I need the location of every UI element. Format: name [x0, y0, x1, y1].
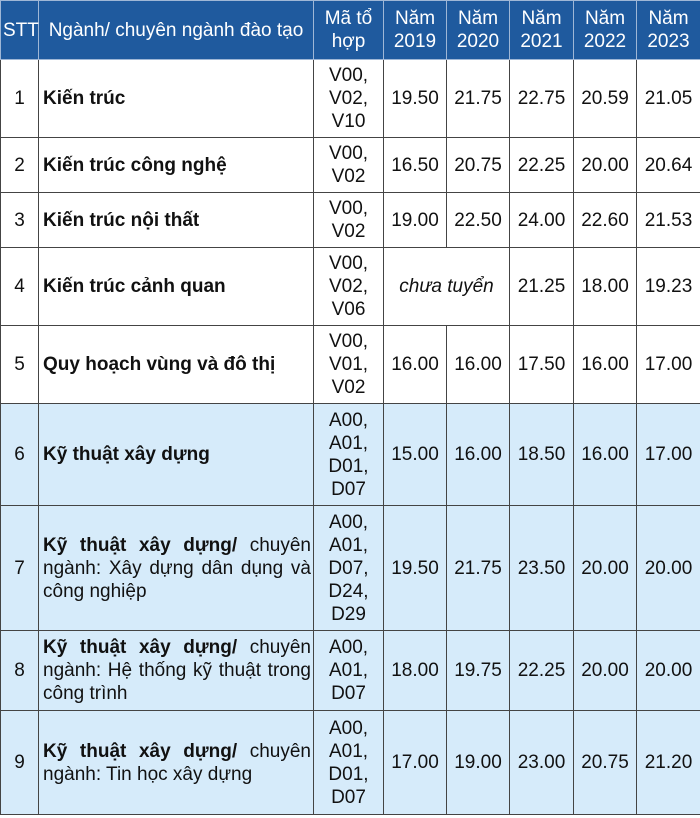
cell-codes: A00, A01, D01, D07 — [314, 711, 384, 815]
cell-2021: 17.50 — [510, 326, 574, 404]
cell-2021: 21.25 — [510, 248, 574, 326]
cell-2022: 22.60 — [574, 193, 637, 248]
cell-2020: 16.00 — [447, 404, 510, 506]
cell-2023: 19.23 — [637, 248, 700, 326]
cell-stt: 6 — [1, 404, 39, 506]
major-name-bold: Kỹ thuật xây dựng/ — [43, 637, 238, 658]
cell-2023: 20.00 — [637, 631, 700, 711]
cell-2019: 16.00 — [384, 326, 447, 404]
cell-stt: 2 — [1, 138, 39, 193]
cell-2022: 16.00 — [574, 326, 637, 404]
cell-2022: 16.00 — [574, 404, 637, 506]
major-name-bold: Kỹ thuật xây dựng/ — [43, 740, 238, 762]
table-row — [1, 138, 700, 193]
cell-major-name: Kỹ thuật xây dựng — [39, 404, 314, 506]
cell-2021: 24.00 — [510, 193, 574, 248]
cell-stt: 4 — [1, 248, 39, 326]
cell-stt: 7 — [1, 506, 39, 631]
table-row — [1, 326, 700, 404]
cell-major-name: Kiến trúc cảnh quan — [39, 248, 314, 326]
cell-codes: V00, V02 — [314, 138, 384, 193]
header-ma-to-hop: Mã tổ hợp — [314, 1, 384, 60]
cell-major-name — [39, 506, 314, 631]
cell-major-name: Quy hoạch vùng và đô thị — [39, 326, 314, 404]
cell-2023: 20.00 — [637, 506, 700, 631]
cell-2019: 19.50 — [384, 506, 447, 631]
cell-2020: 20.75 — [447, 138, 510, 193]
cell-2021: 18.50 — [510, 404, 574, 506]
cell-codes: A00, A01, D07 — [314, 631, 384, 711]
cell-2019: 19.00 — [384, 193, 447, 248]
header-2019: Năm 2019 — [384, 1, 447, 60]
cell-2022: 20.59 — [574, 60, 637, 138]
cell-major-name: Kiến trúc — [39, 60, 314, 138]
cell-2019: 16.50 — [384, 138, 447, 193]
cell-major-name: Kiến trúc công nghệ — [39, 138, 314, 193]
cell-major-name: Kiến trúc nội thất — [39, 193, 314, 248]
header-2023: Năm 2023 — [637, 1, 700, 60]
cell-codes: A00, A01, D01, D07 — [314, 404, 384, 506]
table-row — [1, 193, 700, 248]
cell-2019: 15.00 — [384, 404, 447, 506]
cell-2022: 20.00 — [574, 138, 637, 193]
cell-major-name — [39, 631, 314, 711]
cell-2020: 21.75 — [447, 60, 510, 138]
cell-2023: 21.05 — [637, 60, 700, 138]
cell-stt: 1 — [1, 60, 39, 138]
cell-2021: 22.25 — [510, 631, 574, 711]
cell-2021: 22.75 — [510, 60, 574, 138]
cell-codes: A00, A01, D07, D24, D29 — [314, 506, 384, 631]
header-row — [1, 1, 700, 60]
cell-codes: V00, V01, V02 — [314, 326, 384, 404]
major-name-bold: Kỹ thuật xây dựng/ — [43, 534, 238, 556]
table-row — [1, 60, 700, 138]
cell-stt: 8 — [1, 631, 39, 711]
header-stt: STT — [1, 1, 39, 60]
cell-2023: 17.00 — [637, 404, 700, 506]
cell-2019: 17.00 — [384, 711, 447, 815]
cell-2020: 21.75 — [447, 506, 510, 631]
cell-2020: 16.00 — [447, 326, 510, 404]
cell-2022: 20.75 — [574, 711, 637, 815]
cell-2019: 19.50 — [384, 60, 447, 138]
table-row — [1, 404, 700, 506]
major-name-specialization: chuyên ngành: Hệ thống kỹ thuật trong công trình — [43, 637, 311, 704]
major-name-specialization: chuyên ngành: Tin học xây dựng — [43, 740, 311, 785]
cell-stt: 3 — [1, 193, 39, 248]
cell-2022: 18.00 — [574, 248, 637, 326]
cell-2023: 21.53 — [637, 193, 700, 248]
cell-2023: 17.00 — [637, 326, 700, 404]
header-2021: Năm 2021 — [510, 1, 574, 60]
header-nganh: Ngành/ chuyên ngành đào tạo — [39, 1, 314, 60]
header-2022: Năm 2022 — [574, 1, 637, 60]
cell-codes: V00, V02, V06 — [314, 248, 384, 326]
cell-2020: 19.00 — [447, 711, 510, 815]
cell-2021: 23.50 — [510, 506, 574, 631]
cell-stt: 5 — [1, 326, 39, 404]
cell-2021: 22.25 — [510, 138, 574, 193]
table-row — [1, 506, 700, 631]
cell-codes: V00, V02, V10 — [314, 60, 384, 138]
cell-2023: 20.64 — [637, 138, 700, 193]
header-2020: Năm 2020 — [447, 1, 510, 60]
cell-2020: 22.50 — [447, 193, 510, 248]
table-row — [1, 711, 700, 815]
cell-2022: 20.00 — [574, 506, 637, 631]
cell-2021: 23.00 — [510, 711, 574, 815]
cell-2019: 18.00 — [384, 631, 447, 711]
cell-2022: 20.00 — [574, 631, 637, 711]
cell-2020: 19.75 — [447, 631, 510, 711]
table-row — [1, 248, 700, 326]
cell-2023: 21.20 — [637, 711, 700, 815]
cell-not-enrolled: chưa tuyển — [384, 248, 510, 326]
cell-major-name — [39, 711, 314, 815]
cell-stt: 9 — [1, 711, 39, 815]
table-row — [1, 631, 700, 711]
major-name-specialization: chuyên ngành: Xây dựng dân dụng và công nghiệp — [43, 534, 311, 602]
cell-codes: V00, V02 — [314, 193, 384, 248]
